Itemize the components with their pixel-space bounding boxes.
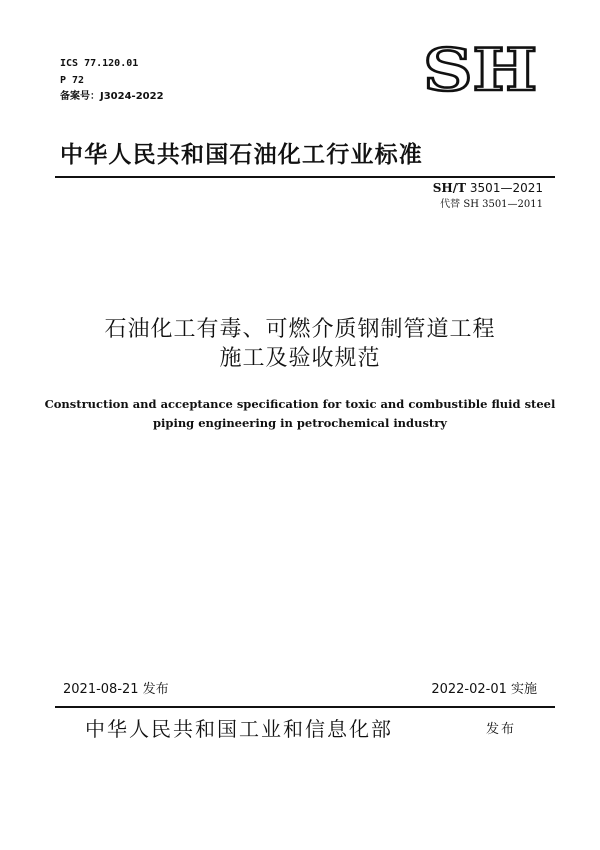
issue-date: 2021-08-21 发布: [63, 682, 169, 697]
record-number: 备案号：J3024-2022: [60, 91, 164, 102]
industry-standard-title: 中华人民共和国石油化工行业标准: [60, 142, 423, 168]
standard-prefix: SH/T: [432, 181, 467, 195]
issuing-authority: 中华人民共和国工业和信息化部: [85, 717, 393, 741]
sh-logo: SH: [423, 36, 538, 104]
standard-code: 3501—2021: [466, 181, 543, 195]
top-divider: [55, 176, 555, 178]
document-title-en-line1: Construction and acceptance specification for toxic and combustible fluid steel: [44, 397, 556, 411]
document-title-cn-line2: 施工及验收规范: [219, 346, 381, 371]
classification-code: P 72: [60, 75, 85, 86]
implementation-date: 2022-02-01 实施: [431, 682, 537, 697]
standard-number: [433, 181, 543, 196]
document-title-en-line2: piping engineering in petrochemical industry: [153, 416, 447, 430]
bottom-divider: [55, 706, 555, 708]
replaces-standard: 代替 SH 3501—2011: [440, 199, 543, 210]
document-title-cn-line1: 石油化工有毒、可燃介质钢制管道工程: [104, 317, 496, 342]
ics-code: ICS 77.120.01: [60, 58, 139, 69]
issue-label: 发布: [486, 722, 517, 737]
